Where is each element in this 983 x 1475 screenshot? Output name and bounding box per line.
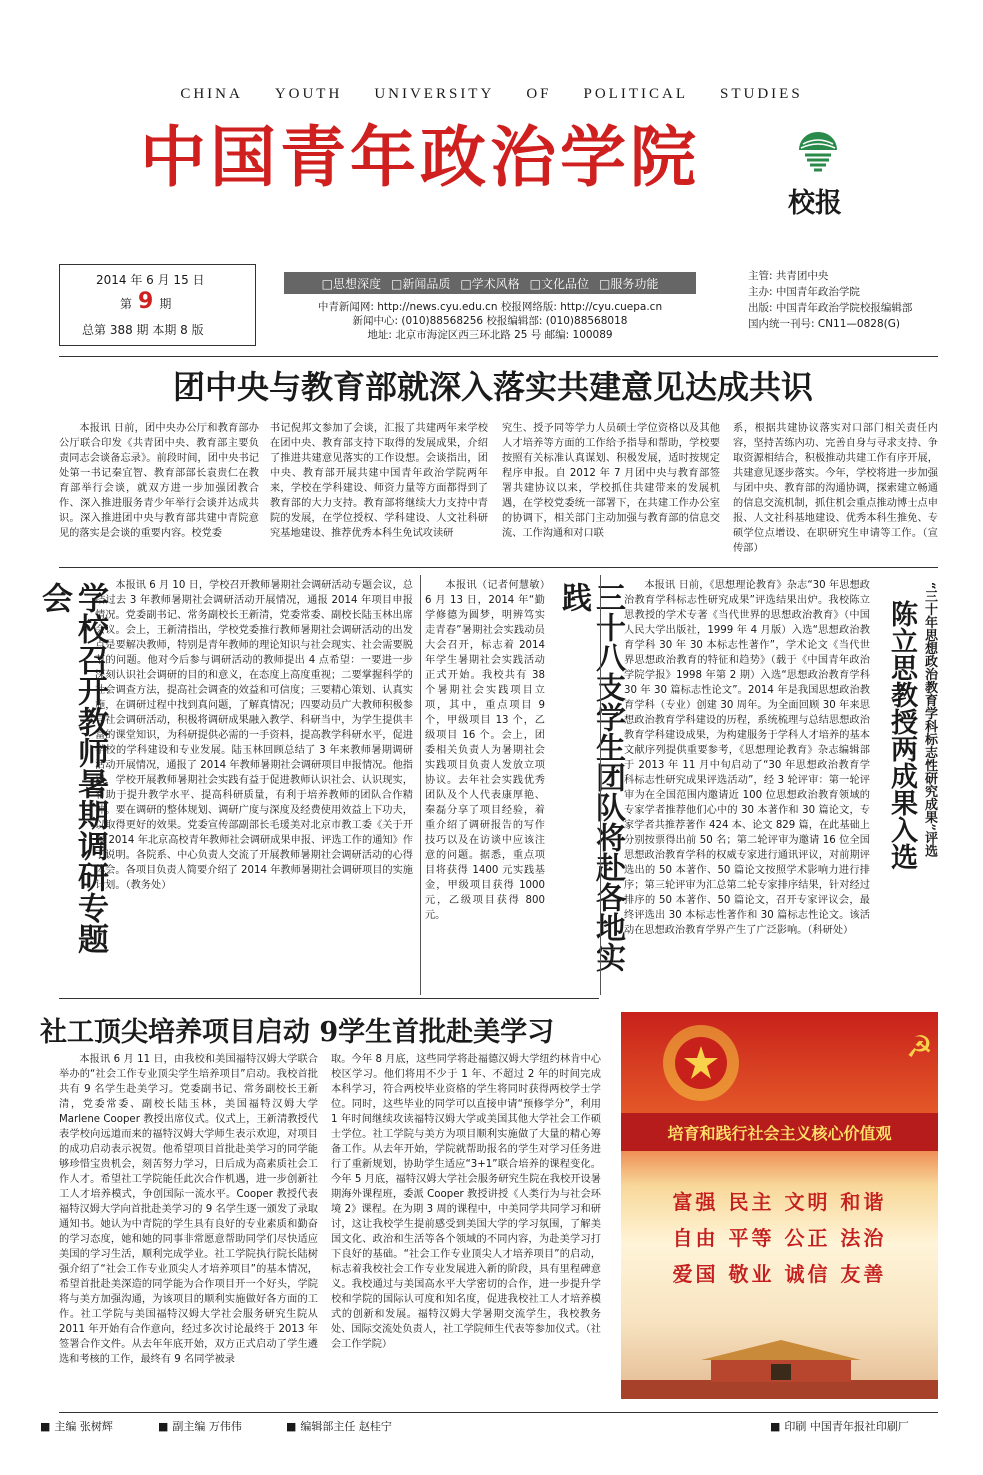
square-bullet-icon: ■ (40, 1420, 51, 1433)
article4-headline: 陈立思教授两成果入选 (886, 600, 917, 870)
article1-col1 (59, 421, 259, 559)
tiananmen-icon (621, 1332, 938, 1399)
masthead-subtitle: 校报 (788, 188, 842, 219)
footer-director (286, 1418, 392, 1434)
contact-info (284, 300, 696, 342)
divider (59, 356, 938, 357)
article1-text: 究生、授予同等学力人员硕士学位资格以及其他人才培养等方面的工作给予指导和帮助，学校要按照有关标准认真谋划、积极发展，适时按规定程序申报。自 2012 年 7 月团中央与教育部签署共建协议以来，学校抓住共建带来的发展机遇，在学校党委统一部署下，在共建工作办公室的协调下，相关部门主动加强与教育部的信息交流、工作沟通和对口联 (502, 423, 720, 539)
article5-headline: 社工顶尖培养项目启动 9学生首批赴美学习 (40, 1017, 555, 1048)
square-bullet-icon: ■ (770, 1420, 781, 1433)
issue-prefix: 第 (120, 297, 133, 311)
article5-col2 (331, 1052, 601, 1382)
divider (59, 567, 938, 568)
publisher-editor: 出版: 中国青年政治学院校报编辑部 (748, 302, 913, 314)
article5-text: 本报讯 6 月 11 日，由我校和美国福特汉姆大学联合举办的“社会工作专业顶尖学生培养项目”启动。我校首批共有 9 名学生赴美学习。党委副书记、常务副校长王新清，党委常委、副校长陆玉林，美国福特汉姆大学 Marlene Cooper 教授出席仪式。仪式上，王新清教授代表学校向远道而来的福特汉姆大学师生表示欢迎，对项目的成功启动表示祝贺。他希望项目首批赴美学习的同学能够珍惜宝贵机会，刻苦努力学习，日后成为高素质社会工作人才。希望社工学院能任此次合作机遇，进一步创新社工人才培养模式，争创国际一流水平。Cooper 教授代表福特汉姆大学向首批赴美学习的 9 名学生逐一颁发了录取通知书。她认为中青院的学生具有良好的专业素质和勤奋的学习态度，她和她的同事非常愿意帮助同学们尽快适应美国的学习生活，顺利完成学业。社工学院执行院长陆树强介绍了“社会工作专业顶尖人才培养项目”的基本情况，希望首批赴美深造的同学能为合作项目开一个好头，学院将与美方加强沟通，为该项目的顺利实施做好各方面的工作。社工学院与美国福特汉姆大学社会服务研究生院从 2011 年开始有合作意向，经过多次讨论最终于 2013 年签署合作文件。从去年年底开始，双方正式启动了学生遴选和考核的工作，最终有 9 名同学被录 (59, 1054, 318, 1365)
masthead-word: CHINA (180, 86, 243, 102)
masthead-word: YOUTH (274, 86, 343, 102)
slogan-bar (284, 272, 696, 294)
slogan-item: □服务功能 (599, 276, 659, 291)
slogan-item: □学术风格 (460, 276, 520, 291)
party-emblem-icon: ☭ (906, 1030, 933, 1065)
poster-band-title: 培育和践行社会主义核心价值观 (621, 1113, 938, 1151)
article2-body (95, 578, 413, 990)
masthead-word: POLITICAL (583, 86, 688, 102)
article4-subhead: “三十年思想政治教育学科标志性研究成果”评选 (922, 582, 937, 857)
poster-values-row: 爱国 敬业 诚信 友善 (672, 1262, 887, 1286)
article3-headline: 三十八支学生团队将赴各地实践 (556, 582, 625, 972)
divider (59, 1412, 938, 1413)
masthead-word: OF (526, 86, 552, 102)
footer-text: 印刷 中国青年报社印刷厂 (784, 1420, 909, 1433)
contact-websites: 中青新闻网: http://news.cyu.edu.cn 校报网络版: http://cyu.cuepa.cn (317, 301, 663, 313)
poster-values-row: 自由 平等 公正 法治 (672, 1226, 887, 1250)
article1-col3 (502, 421, 720, 559)
national-emblem-icon (641, 1018, 761, 1108)
footer-deputy-editor (158, 1418, 242, 1434)
contact-address: 地址: 北京市海淀区西三环北路 25 号 邮编: 100089 (367, 329, 613, 341)
article3-text: 本报讯（记者何慧敏）6 月 13 日，2014 年“勤学修德为圆梦，明辨笃实走青春”暑期社会实践动员大会召开，标志着 2014 年学生暑期社会实践活动正式开始。我校共有 38 个暑期社会实践项目立项，其中，重点项目 9 个，甲级项目 13 个，乙级项目 16 个。会上，团委相关负责人为暑期社会实践项目负责人发放立项协议。去年社会实践优秀团队及个人代表康厚艳、秦磊分享了项目经验，着重介绍了调研报告的写作技巧以及在访谈中应该注意的问题。据悉，重点项目将获得 1400 元实践基金，甲级项目获得 1000 元，乙级项目获得 800 元。 (425, 580, 545, 921)
publisher-info (748, 268, 938, 332)
footer-printer (770, 1418, 909, 1434)
masthead-title: 中国青年政治学院 (140, 118, 700, 196)
article4-text: 本报讯 日前，《思想理论教育》杂志“30 年思想政治教育学科标志性研究成果”评选结果出炉。我校陈立思教授的学术专著《当代世界的思想政治教育》（中国人民大学出版社，1999 年 4 月版）入选“思想政治教育学科 30 年 30 本标志性著作”，学术论文《当代世界思想政治教育的特征和趋势》（载于《中国青年政治学院学报》1998 年第 2 期）入选“思想政治教育学科 30 年 30 篇标志性论文”。2014 年是我国思想政治教育学科（专业）创建 30 周年。为全面回顾 30 年来思想政治教育学科建设的历程，系统梳理与总结思想政治教育学科建设成果，为构建服务于学科人才培养的基本文献序列提供重要参考，《思想理论教育》杂志编辑部于 2013 年 11 月中旬启动了“30 年思想政治教育学科标志性研究成果评选活动”，经 3 轮评审：第一轮评审为在全国范围内邀请近 100 位思想政治教育领域的专家学者推荐他们心中的 30 本著作和 30 篇论文，专家学者共推荐著作 424 本、论文 829 篇，在此基础上分别按票得出前 50 名；第二轮评审为邀请 16 位全国思想政治教育学科的权威专家进行通讯评议，对前期评选出的 50 本著作、50 篇论文按照学术影响力进行排序；第三轮评审为汇总第二轮专家排序结果，针对经过排序的 50 本著作、50 篇论文，召开专家评议会，最终评选出 30 本标志性著作和 30 篇标志性论文。该活动在思想政治教育学界产生了广泛影响。（科研处） (624, 580, 870, 936)
issue-date: 2014 年 6 月 15 日 (96, 273, 205, 287)
square-bullet-icon: ■ (158, 1420, 169, 1433)
issue-suffix: 期 (159, 297, 172, 311)
article1-headline: 团中央与教育部就深入落实共建意见达成共识 (172, 368, 813, 406)
contact-phones: 新闻中心: (010)88568256 校报编辑部: (010)88568018 (352, 315, 628, 327)
issue-number: 9 (138, 289, 154, 314)
article2-headline: 学校召开教师暑期调研专题会 (36, 582, 108, 954)
poster-values-row: 富强 民主 文明 和谐 (672, 1190, 887, 1214)
footer-text: 主编 张树辉 (54, 1420, 113, 1433)
article4-body (624, 578, 870, 990)
footer-text: 副主编 万伟伟 (172, 1420, 242, 1433)
article5-col1 (59, 1052, 318, 1382)
core-values-poster (621, 1012, 938, 1399)
masthead-word: STUDIES (720, 86, 803, 102)
issue-info-box (59, 264, 256, 346)
masthead-english (0, 86, 983, 103)
article1-text: 书记倪邦文参加了会谈，汇报了共建两年来学校在团中央、教育部支持下取得的发展成果，介绍了推进共建意见落实的工作设想。会谈指出，团中央、教育部开展共建中国青年政治学院两年来，学校在学科建设、师资力量等方面都得到了教育部的大力支持。教育部将继续大力支持中青院的发展，在学位授权、学科建设、人文社科研究基地建设、推荐优秀本科生免试攻读研 (270, 423, 488, 539)
masthead-word: UNIVERSITY (374, 86, 495, 102)
column-divider (600, 575, 601, 995)
slogan-item: □文化品位 (529, 276, 590, 291)
article1-text: 本报讯 日前，团中央办公厅和教育部办公厅联合印发《共青团中央、教育部主要负责同志会谈备忘录》。前段时间，团中央书记处第一书记秦宜智、教育部部长袁贵仁在教育部举行会谈，就双方进一步加强团教合作、深入推进服务青少年举行会谈并达成共识。深入推进团中央与教育部共建中青院意见的落实是会谈的重要内容。校党委 (59, 423, 259, 539)
university-logo-icon (793, 128, 843, 172)
slogan-item: □新闻品质 (390, 276, 451, 291)
square-bullet-icon: ■ (286, 1420, 297, 1433)
divider (59, 998, 599, 999)
publisher-cn: 国内统一刊号: CN11—0828(G) (748, 318, 900, 330)
article2-text: 本报讯 6 月 10 日，学校召开教师暑期社会调研活动专题会议，总结过去 3 年教师暑期社会调研活动开展情况，通报 2014 年项目申报情况。党委副书记、常务副校长王新清，党委常委、副校长陆玉林出席会议。会上，王新清指出，学校党委推行教师暑期社会调研活动的出发点是要解决教师，特别是青年教师的理论知识与社会现实、社会需要脱节的问题。他对今后参与调研活动的教师提出 4 点希望：一要进一步深刻认识社会调研的目的和意义，在态度上高度重视；二要掌握科学的社会调查方法，提高社会调查的效益和可信度；三要精心策划、认真实施，在调研过程中找到真问题，了解真情况；四要动员广大教师积极参与社会调研活动，积极将调研成果融入教学、科研当中，为学生提供丰富的课堂知识，为科研提供必需的一手资料，提高教学科研水平，促进学校的学科建设和专业发展。陆玉林回顾总结了 3 年来教师暑期调研活动开展情况，通报了 2014 年教师暑期社会调研项目申报情况。他指出，学校开展教师暑期社会实践有益于促进教师认识社会、认识现实，有助于提升教学水平、提高科研质量，有利于培养教师的团队合作精神。要在调研的整体规划、调研广度与深度及经费使用效益上下功夫，以取得更好的效果。党委宣传部副部长毛瑗美对北京市教工委《关于开展 2014 年北京高校青年教师社会调研成果申报、评选工作的通知》作了说明。各院系、中心负责人交流了开展教师暑期社会调研活动的心得体会。各项目负责人简要介绍了 2014 年教师暑期社会调研项目的实施计划。（教务处） (95, 580, 413, 891)
issue-number-line (120, 289, 171, 314)
article1-col4 (733, 421, 938, 559)
column-divider (420, 575, 421, 995)
issue-totals: 总第 388 期 本期 8 版 (82, 323, 204, 337)
article5-text: 取。今年 8 月底，这些同学将赴福德汉姆大学纽约林肯中心校区学习。他们将用不少于 1 年、不超过 2 年的时间完成本科学习，符合两校毕业资格的学生将同时获得两校学士学位。同时，这些毕业的同学可以直接申请“预修学分”，利用 1 年时间继续攻读福特汉姆大学或美国其他大学社会工作硕士学位。社工学院与美方为项目顺利实施做了大量的精心筹备工作。从去年开始，学院就帮助报名的学生对学习任务进行了重新规划，协助学生适应“3+1”联合培养的课程变化。今年 5 月底，福特汉姆大学社会服务研究生院在我校开设暑期海外课程班，委派 Cooper 教授讲授《人类行为与社会环境 2》课程。在为期 3 周的课程中，中美同学共同学习和研讨，这让我校学生提前感受到美国大学的学习氛围，了解美国文化、政治和生活等各个领域的不同内容，为赴美学习打下良好的基础。“社会工作专业顶尖人才培养项目”的启动，标志着我校社会工作专业发展进入新的阶段，具有里程碑意义。我校通过与美国高水平大学密切的合作，进一步提升学校和学院的国际认可度和知名度，促进我校社工人才培养模式的创新和发展。福特汉姆大学暑期交流学生，我校教务处、国际交流处负责人，社工学院师生代表等参加仪式。（社会工作学院） (331, 1054, 601, 1350)
publisher-sponsor: 主管: 共青团中央 (748, 270, 829, 282)
footer-text: 编辑部主任 赵桂宁 (300, 1420, 392, 1433)
footer-chief-editor (40, 1418, 113, 1434)
slogan-item: □思想深度 (321, 276, 381, 291)
article3-body (425, 578, 545, 990)
publisher-host: 主办: 中国青年政治学院 (748, 286, 860, 298)
article1-text: 系，根据共建协议落实对口部门相关责任内容，坚持苦练内功、完善自身与寻求支持、争取资源相结合，积极推动共建工作有序开展，共建意见逐步落实。今年，学校将进一步加强与团中央、教育部的沟通协调，探索建立畅通的信息交流机制，抓住机会重点推动博士点申报、人文社科基地建设、优秀本科生推免、专硕学位点增设、在职研究生申请等工作。（宣传部） (733, 423, 938, 554)
article1-col2 (270, 421, 488, 559)
